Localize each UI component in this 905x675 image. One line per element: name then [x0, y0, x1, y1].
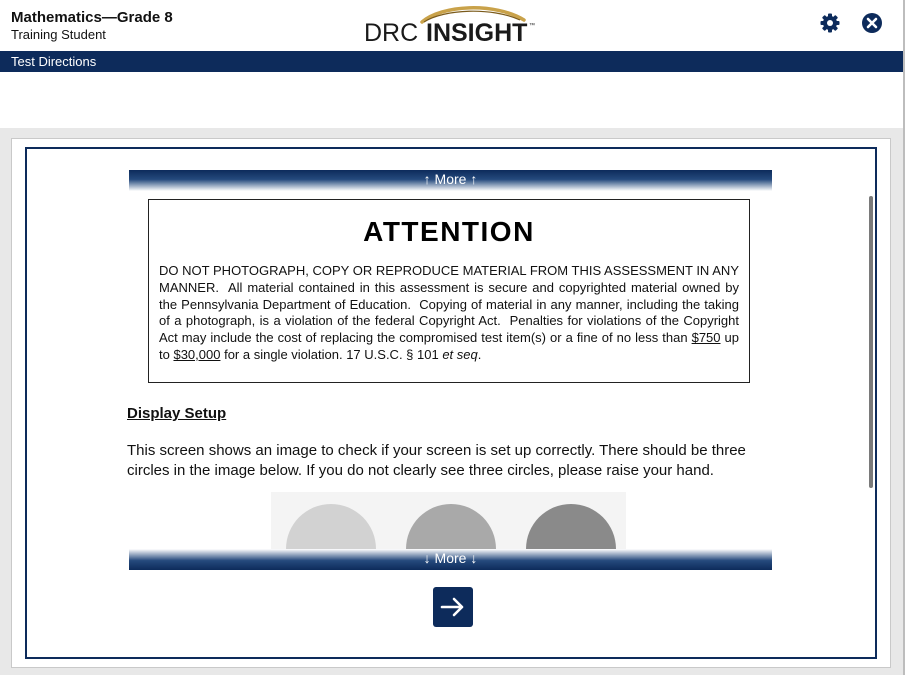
attention-box	[148, 199, 750, 383]
student-name: Training Student	[11, 27, 106, 42]
header-spacer	[0, 72, 905, 128]
gear-icon	[819, 12, 841, 34]
display-setup-title: Display Setup	[127, 405, 227, 422]
et-seq: et seq	[442, 346, 478, 362]
scrollbar-thumb[interactable]	[869, 196, 873, 488]
more-down-button[interactable]: ↓ More ↓	[129, 549, 772, 570]
directions-frame	[25, 147, 877, 659]
attention-text-part3: for a single violation. 17 U.S.C. § 101	[220, 346, 443, 362]
display-setup-text: This screen shows an image to check if your screen is set up correctly. There should be three circles in the image below. If you do not clearly see three circles, please raise your hand.	[127, 442, 746, 479]
check-circle-light	[286, 504, 376, 550]
logo-drc-text: DRC	[364, 19, 419, 45]
drc-insight-logo	[364, 3, 544, 45]
check-circle-dark	[526, 504, 616, 550]
section-label: Test Directions	[11, 54, 97, 69]
attention-text-part4: .	[477, 346, 482, 362]
app-header	[0, 0, 905, 51]
logo-insight-text: INSIGHT	[426, 19, 528, 45]
close-button[interactable]	[861, 12, 883, 34]
fine-maximum: $30,000	[173, 346, 221, 362]
attention-text-part1: DO NOT PHOTOGRAPH, COPY OR REPRODUCE MATERIAL FROM THIS ASSESSMENT IN ANY MANNER. All material contained in this assessment is secure and copyrighted material owned by the Pennsylvania Department of Education. Copying of material in any manner, including the taking of a photograph, is a violation of the federal Copyright Act. Penalties for violations of the Copyright Act may include the cost of replacing the compromised test item(s) or a fine of no less than	[159, 263, 739, 346]
attention-text-part2: up to	[159, 330, 739, 362]
logo-trademark: ™	[529, 23, 535, 29]
fine-minimum: $750	[691, 330, 721, 346]
section-navbar	[0, 51, 905, 72]
settings-button[interactable]	[819, 12, 841, 34]
next-button[interactable]	[433, 587, 473, 627]
more-up-button[interactable]: ↑ More ↑	[129, 170, 772, 191]
test-title: Mathematics—Grade 8	[11, 9, 173, 26]
display-check-image	[271, 492, 626, 550]
check-circle-medium	[406, 504, 496, 550]
close-icon	[861, 12, 883, 34]
attention-title: ATTENTION	[363, 216, 535, 247]
arrow-right-icon	[433, 587, 473, 627]
attention-text	[159, 263, 739, 364]
